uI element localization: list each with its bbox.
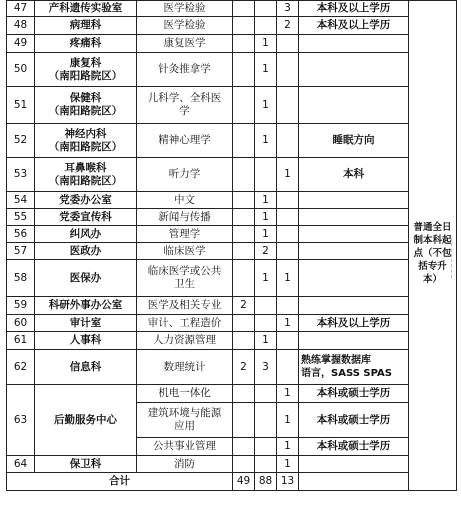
requirement-cell	[299, 53, 409, 87]
major-cell: 针灸推拿学	[137, 53, 233, 87]
count-cell-1	[233, 385, 255, 403]
count-cell-3	[277, 124, 299, 158]
recruitment-table	[6, 0, 457, 491]
table-row	[7, 385, 457, 403]
major-cell: 消防	[137, 456, 233, 473]
table-row	[7, 243, 457, 260]
requirement-cell	[299, 35, 409, 53]
count-cell-2: 1	[255, 332, 277, 350]
major-cell: 儿科学、全科医 学	[137, 87, 233, 124]
department-cell: 党委办公室	[35, 192, 137, 209]
count-cell-1	[233, 17, 255, 35]
table-row	[7, 53, 457, 87]
row-number: 49	[7, 35, 35, 53]
table-row	[7, 87, 457, 124]
count-cell-2	[255, 297, 277, 315]
count-cell-3	[277, 209, 299, 226]
row-number: 56	[7, 226, 35, 243]
count-cell-3	[277, 53, 299, 87]
count-cell-1	[233, 87, 255, 124]
table-row	[7, 260, 457, 297]
count-cell-1	[233, 243, 255, 260]
count-cell-1	[233, 1, 255, 17]
major-cell: 新闻与传播	[137, 209, 233, 226]
note-cell-top	[409, 1, 457, 17]
requirement-cell	[299, 192, 409, 209]
row-number: 55	[7, 209, 35, 226]
requirement-cell: 本科或硕士学历	[299, 385, 409, 403]
count-cell-1: 2	[233, 297, 255, 315]
count-cell-1	[233, 124, 255, 158]
note-text: 普通全日制本科起点（不包括专升本）	[413, 222, 452, 285]
department-cell: 审计室	[35, 315, 137, 332]
major-cell: 建筑环境与能源 应用	[137, 403, 233, 438]
major-cell: 机电一体化	[137, 385, 233, 403]
requirement-cell	[299, 87, 409, 124]
table-row	[7, 456, 457, 473]
requirement-cell	[299, 332, 409, 350]
count-cell-3	[277, 297, 299, 315]
row-number: 57	[7, 243, 35, 260]
department-cell: 神经内科 （南阳路院区）	[35, 124, 137, 158]
department-cell: 纠风办	[35, 226, 137, 243]
major-cell: 康复医学	[137, 35, 233, 53]
major-cell: 数理统计	[137, 350, 233, 385]
department-cell: 人事科	[35, 332, 137, 350]
department-cell: 信息科	[35, 350, 137, 385]
row-number: 51	[7, 87, 35, 124]
requirement-cell: 本科及以上学历	[299, 1, 409, 17]
count-cell-1	[233, 260, 255, 297]
table-row	[7, 332, 457, 350]
count-cell-3: 1	[277, 456, 299, 473]
count-cell-3: 1	[277, 385, 299, 403]
row-number: 61	[7, 332, 35, 350]
requirement-cell: 本科及以上学历	[299, 315, 409, 332]
table-row	[7, 17, 457, 35]
count-cell-2	[255, 385, 277, 403]
department-cell: 科研外事办公室	[35, 297, 137, 315]
note-cell	[409, 17, 457, 491]
count-cell-3	[277, 332, 299, 350]
major-cell: 审计、工程造价	[137, 315, 233, 332]
requirement-cell: 熟练掌握数据库 语言，SASS SPAS	[299, 350, 409, 385]
row-number: 48	[7, 17, 35, 35]
major-cell: 听力学	[137, 158, 233, 192]
count-cell-1	[233, 35, 255, 53]
row-number: 60	[7, 315, 35, 332]
count-cell-3	[277, 243, 299, 260]
requirement-cell	[299, 456, 409, 473]
count-cell-3: 1	[277, 403, 299, 438]
major-cell: 人力资源管理	[137, 332, 233, 350]
row-number: 64	[7, 456, 35, 473]
major-cell: 医学及相关专业	[137, 297, 233, 315]
row-number: 54	[7, 192, 35, 209]
table-row	[7, 315, 457, 332]
requirement-cell: 本科	[299, 158, 409, 192]
count-cell-1	[233, 315, 255, 332]
requirement-cell: 本科或硕士学历	[299, 403, 409, 438]
department-cell: 康复科 （南阳路院区）	[35, 53, 137, 87]
major-cell: 医学检验	[137, 1, 233, 17]
requirement-cell: 本科及以上学历	[299, 17, 409, 35]
count-cell-3: 2	[277, 17, 299, 35]
count-cell-3: 1	[277, 438, 299, 456]
count-cell-1	[233, 456, 255, 473]
major-cell: 精神心理学	[137, 124, 233, 158]
major-cell: 医学检验	[137, 17, 233, 35]
count-cell-1	[233, 53, 255, 87]
row-number: 47	[7, 1, 35, 17]
count-cell-2: 1	[255, 124, 277, 158]
count-cell-1	[233, 209, 255, 226]
count-cell-1	[233, 226, 255, 243]
row-number: 53	[7, 158, 35, 192]
count-cell-3	[277, 350, 299, 385]
row-number: 59	[7, 297, 35, 315]
row-number: 50	[7, 53, 35, 87]
count-cell-1: 2	[233, 350, 255, 385]
count-cell-1	[233, 403, 255, 438]
major-cell: 公共事业管理	[137, 438, 233, 456]
total-requirement-cell	[299, 473, 409, 491]
department-cell: 耳鼻喉科 （南阳路院区）	[35, 158, 137, 192]
count-cell-3: 1	[277, 315, 299, 332]
count-cell-1	[233, 332, 255, 350]
count-cell-3	[277, 35, 299, 53]
requirement-cell: 睡眠方向	[299, 124, 409, 158]
count-cell-2	[255, 456, 277, 473]
department-cell: 党委宣传科	[35, 209, 137, 226]
major-cell: 临床医学或公共 卫生	[137, 260, 233, 297]
count-cell-3: 3	[277, 1, 299, 17]
count-cell-3: 1	[277, 158, 299, 192]
table-row	[7, 192, 457, 209]
count-cell-2: 1	[255, 87, 277, 124]
count-cell-2: 1	[255, 209, 277, 226]
count-cell-2	[255, 17, 277, 35]
count-cell-2	[255, 315, 277, 332]
count-cell-3: 1	[277, 260, 299, 297]
count-cell-2: 1	[255, 226, 277, 243]
requirement-cell	[299, 243, 409, 260]
requirement-cell	[299, 297, 409, 315]
total-label: 合计	[7, 473, 233, 491]
total-count-3: 13	[277, 473, 299, 491]
count-cell-1	[233, 192, 255, 209]
count-cell-2: 1	[255, 192, 277, 209]
count-cell-1	[233, 158, 255, 192]
row-number: 62	[7, 350, 35, 385]
count-cell-1	[233, 438, 255, 456]
table-row	[7, 209, 457, 226]
count-cell-2: 1	[255, 260, 277, 297]
total-row	[7, 473, 457, 491]
department-cell: 病理科	[35, 17, 137, 35]
table-row	[7, 158, 457, 192]
requirement-cell: 本科或硕士学历	[299, 438, 409, 456]
table-row	[7, 1, 457, 17]
department-cell: 保卫科	[35, 456, 137, 473]
total-count-2: 88	[255, 473, 277, 491]
count-cell-3	[277, 192, 299, 209]
row-number: 58	[7, 260, 35, 297]
count-cell-2: 2	[255, 243, 277, 260]
department-cell: 疼痛科	[35, 35, 137, 53]
major-cell: 中文	[137, 192, 233, 209]
row-number: 52	[7, 124, 35, 158]
table-row	[7, 35, 457, 53]
requirement-cell	[299, 260, 409, 297]
requirement-cell	[299, 209, 409, 226]
row-number: 63	[7, 385, 35, 456]
count-cell-2	[255, 158, 277, 192]
page-edge-marker	[451, 238, 453, 278]
table-row	[7, 226, 457, 243]
major-cell: 管理学	[137, 226, 233, 243]
count-cell-2: 3	[255, 350, 277, 385]
count-cell-3	[277, 226, 299, 243]
table-row	[7, 124, 457, 158]
count-cell-2: 1	[255, 35, 277, 53]
department-cell: 医政办	[35, 243, 137, 260]
department-cell: 产科遗传实验室	[35, 1, 137, 17]
total-count-1: 49	[233, 473, 255, 491]
requirement-cell	[299, 226, 409, 243]
count-cell-2: 1	[255, 53, 277, 87]
table-row	[7, 297, 457, 315]
department-cell: 保健科 （南阳路院区）	[35, 87, 137, 124]
count-cell-2	[255, 1, 277, 17]
count-cell-2	[255, 403, 277, 438]
department-cell: 后勤服务中心	[35, 385, 137, 456]
department-cell: 医保办	[35, 260, 137, 297]
recruitment-table-region	[6, 0, 456, 512]
major-cell: 临床医学	[137, 243, 233, 260]
count-cell-2	[255, 438, 277, 456]
count-cell-3	[277, 87, 299, 124]
table-row	[7, 350, 457, 385]
